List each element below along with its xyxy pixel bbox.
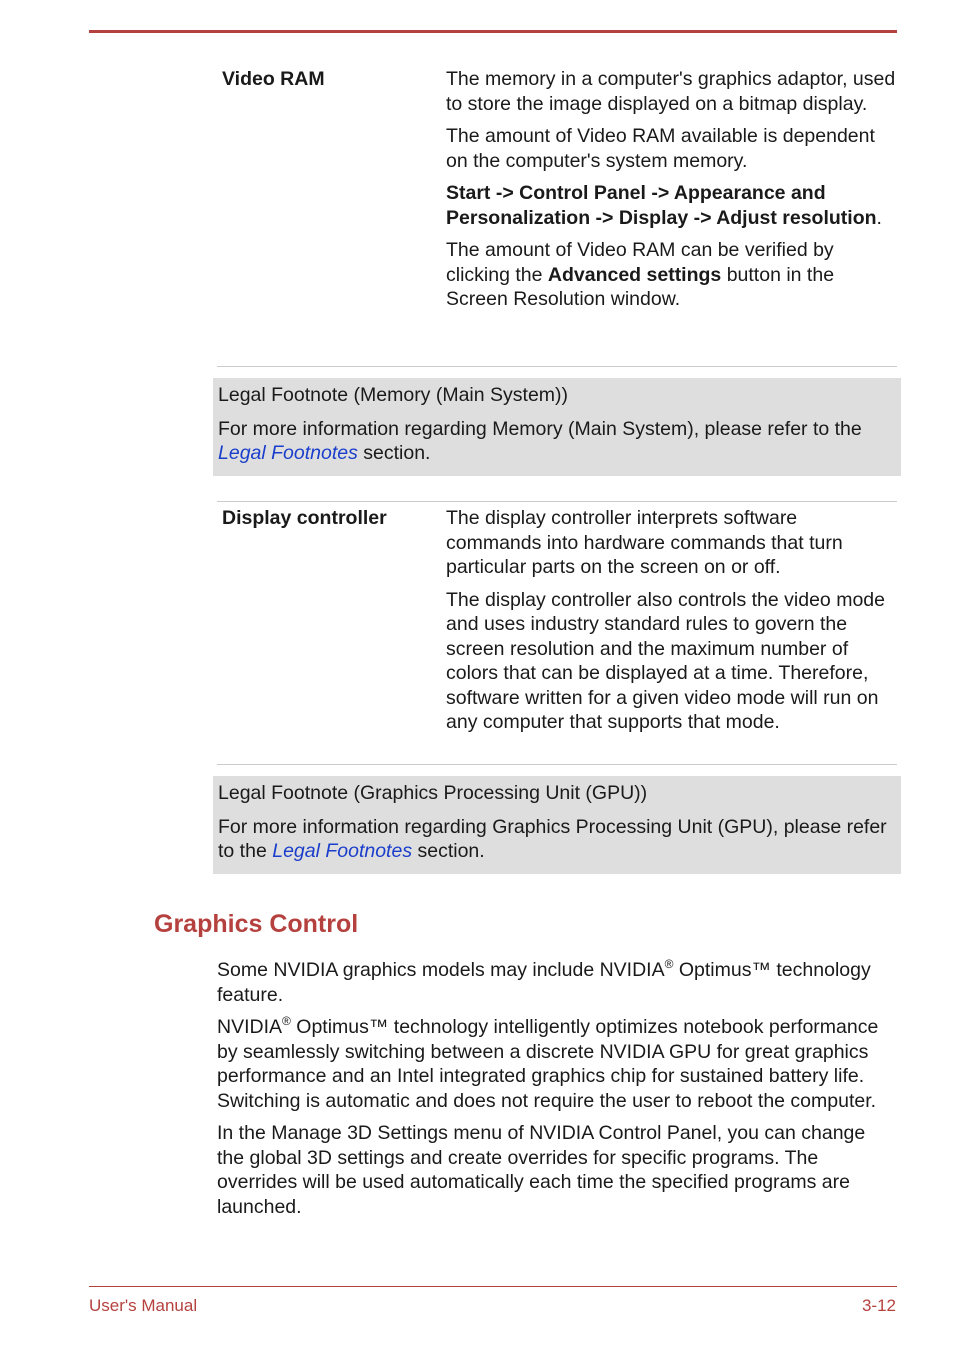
note-memory-text [218, 417, 893, 466]
video-ram-row [217, 67, 897, 312]
registered-mark: ® [664, 957, 674, 971]
video-ram-p1: The memory in a computer's graphics adaptor, used to store the image displayed on a bitmap display. [446, 68, 896, 115]
registered-mark: ® [282, 1014, 291, 1028]
row-separator [217, 366, 897, 367]
note-gpu-text [218, 815, 893, 864]
header-rule [89, 30, 897, 33]
note-memory-text-b: section. [357, 442, 431, 464]
p1-a: Some NVIDIA graphics models may include NVIDIA [217, 959, 665, 981]
video-ram-p2: The amount of Video RAM available is dependent on the computer's system memory. [446, 125, 875, 172]
section-heading: Graphics Control [154, 910, 359, 938]
video-ram-term: Video RAM [222, 68, 325, 90]
legal-footnotes-link[interactable]: Legal Footnotes [272, 840, 413, 862]
p2-b: Optimus™ technology intelligently optimizes notebook performance by seamlessly switching between a discrete NVIDIA GPU for great graphics performance and an Intel integrated graphics chip for sustained battery life. Switching is automatic and does not require the user to reboot the computer. [217, 1016, 879, 1112]
video-ram-path-end: . [876, 206, 882, 229]
graphics-control-p1 [217, 958, 897, 1007]
graphics-control-p2 [217, 1015, 897, 1113]
video-ram-path-bold: Start -> Control Panel -> Appearance and Personalization -> Display -> Adjust resolution [446, 182, 877, 229]
legal-footnote-memory [213, 378, 901, 476]
graphics-control-body [217, 958, 897, 1227]
footer-manual-title: User's Manual [89, 1296, 198, 1315]
footer-rule [89, 1286, 897, 1287]
display-controller-term: Display controller [222, 507, 387, 529]
note-gpu-text-b: section. [412, 840, 485, 862]
legal-footnote-gpu [213, 776, 901, 874]
video-ram-path [446, 181, 897, 230]
display-controller-description [446, 506, 897, 735]
display-controller-row [217, 506, 897, 735]
graphics-control-p3: In the Manage 3D Settings menu of NVIDIA Control Panel, you can change the global 3D settings and create overrides for specific programs. The overrides will be used automatically each time the specified programs are launched. [217, 1122, 866, 1218]
display-controller-p2: The display controller also controls the video mode and uses industry standard rules to govern the screen resolution and the maximum number of colors that can be displayed at a time. Therefore, software written for a given video mode will run on any computer that supports that mode. [446, 588, 885, 733]
video-ram-p4-a: The amount of Video RAM can be verified by clicking the [446, 239, 834, 286]
video-ram-description [446, 67, 897, 312]
p1-b: Optimus™ technology feature. [217, 959, 871, 1006]
note-gpu-title: Legal Footnote (Graphics Processing Unit (GPU)) [218, 782, 648, 804]
note-memory-title: Legal Footnote (Memory (Main System)) [218, 384, 569, 406]
note-memory-text-a: For more information regarding Memory (Main System), please refer to the [218, 417, 862, 440]
display-controller-p1: The display controller interprets software commands into hardware commands that turn particular parts on the screen on or off. [446, 507, 843, 578]
row-separator [217, 501, 897, 502]
p2-a: NVIDIA [217, 1016, 283, 1038]
video-ram-p4-bold: Advanced settings [547, 263, 722, 286]
note-gpu-text-a: For more information regarding Graphics Processing Unit (GPU), please refer to the [218, 815, 887, 862]
video-ram-p4 [446, 238, 897, 312]
page-number: 3-12 [861, 1296, 896, 1315]
legal-footnotes-link[interactable]: Legal Footnotes [218, 442, 358, 464]
row-separator [217, 764, 897, 765]
video-ram-p4-b: button in the Screen Resolution window. [446, 263, 835, 310]
